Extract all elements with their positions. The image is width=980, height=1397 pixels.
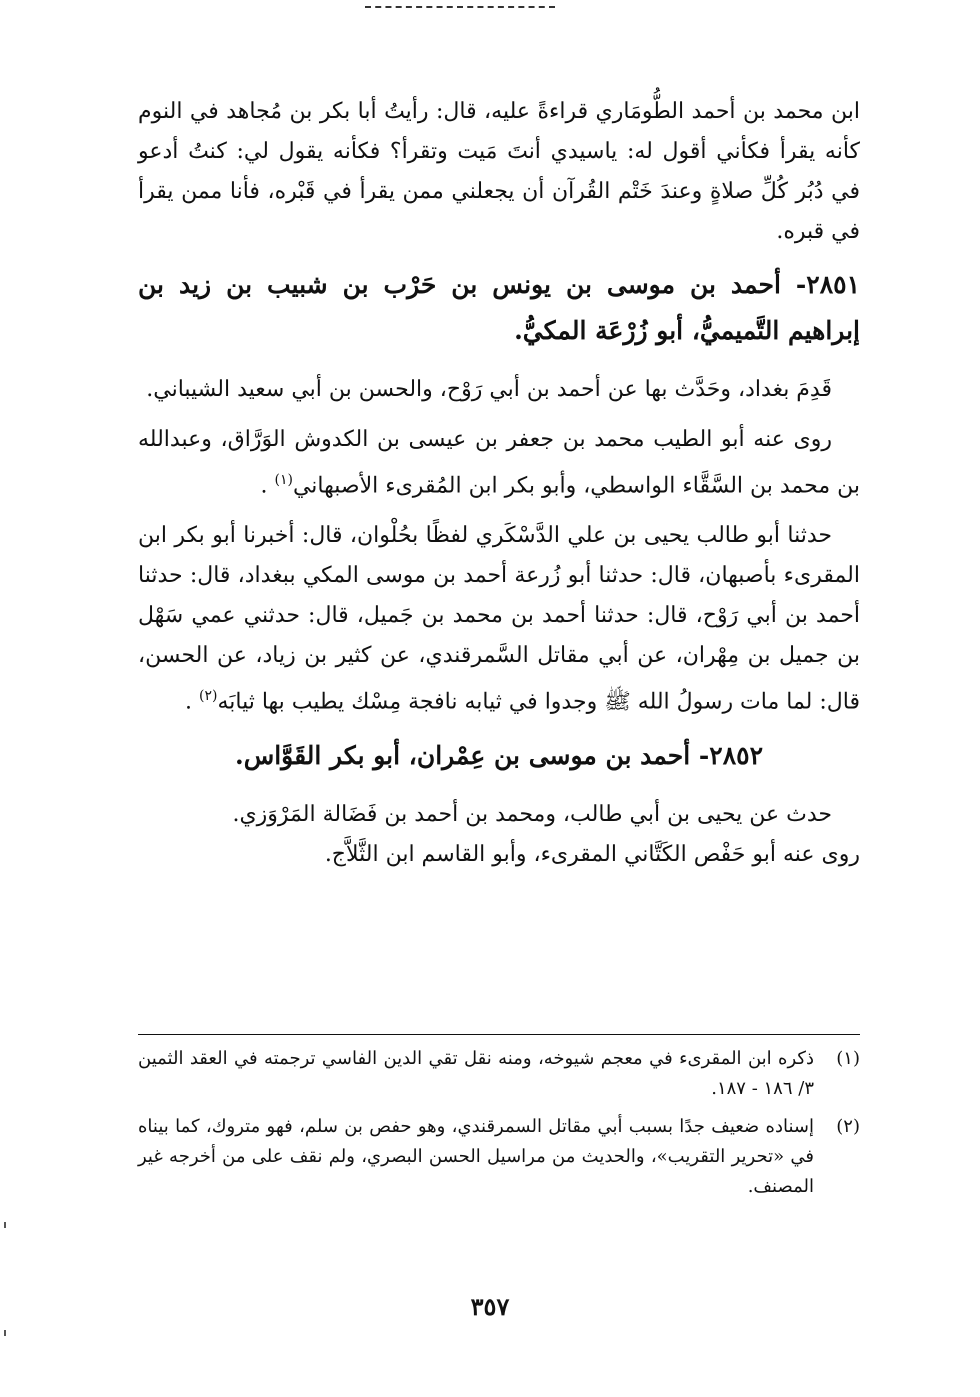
text-end: . — [260, 473, 275, 499]
footnote-ref: (٢) — [198, 688, 218, 705]
entry-title-line: أحمد بن موسى بن يونس بن حَرْب بن شبيب بن زيد بن — [138, 270, 781, 299]
footnote-mark: (١) — [836, 1048, 860, 1069]
scan-speck — [4, 1330, 6, 1336]
text-end: . — [184, 689, 199, 715]
text-line: النوم كأنه يقرأ فكأني أقول له: ياسيدي أنتَ مَيت وتقرأ؟ فكأنه يقول لي: — [138, 99, 861, 164]
paragraph-3 — [138, 420, 860, 506]
text-line: حدث عن يحيى بن أبي طالب، ومحمد بن أحمد بن فَضَالة المَرْوَزي. — [232, 801, 832, 827]
footnotes — [138, 1044, 860, 1210]
entry-number: ٢٨٥١ — [806, 270, 860, 299]
entry-heading-2851 — [138, 262, 860, 354]
text-line: كنتُ أدعو في دُبُر كُلِّ صلاةٍ وعندَ خَتْم القُرآن أن يجعلني ممن يقرأ في قَبْره، — [138, 139, 860, 204]
paragraph-4 — [138, 516, 860, 722]
footnote-separator — [138, 1034, 860, 1035]
main-text — [138, 92, 860, 875]
top-dashed-rule — [365, 6, 555, 8]
footnote-text: إسناده ضعيف جدًا بسبب أبي مقاتل السمرقندي، وهو حفص بن سلم، فهو متروك، كما بيناه في «تحرير التقريب»، والحديث من مراسيل الحسن البصري، ولم نقف على من أخرجه غير المصنف. — [138, 1116, 814, 1197]
text-line: وجدوا في ثيابه نافجة مِسْك يطيب بها ثيابَه — [217, 689, 598, 715]
entry-dash: - — [698, 740, 710, 770]
paragraph-2 — [138, 370, 860, 410]
footnote-mark: (٢) — [836, 1116, 860, 1137]
text-line: حدثنا أبو طالب يحيى بن علي الدَّسْكَري لفظًا بحُلْوان، قال: أخبرنا أبو — [212, 523, 832, 549]
text-line: قَدِمَ بغداد، وحَدَّث بها عن أحمد بن أبي رَوْح، والحسن بن أبي سعيد — [237, 377, 832, 402]
paragraph-1 — [138, 92, 860, 252]
entry-heading-2852 — [138, 733, 860, 779]
entry-dash: - — [795, 270, 807, 299]
footnote-1 — [138, 1044, 860, 1104]
page-number: ٣٥٧ — [470, 1292, 510, 1321]
text-line: ابن محمد بن أحمد الطُّومَاري قراءةً عليه، قال: رأيتُ أبا بكر بن مُجاهد في — [189, 99, 860, 124]
text-line: روى عنه أبو حَفْص الكَتَّاني المقرىء، وأبو القاسم ابن الثَّلاَّج. — [324, 841, 860, 867]
footnote-ref: (١) — [274, 472, 293, 488]
footnote-text: ذكره ابن المقرىء في معجم شيوخه، ومنه نقل تقي الدين الفاسي ترجمته في العقد الثمين ٣/ ١٨٦ - ١٨٧. — [138, 1048, 814, 1099]
text-line: روى عنه أبو الطيب محمد بن جعفر بن عيسى بن الكدوش الوَرَّاق، — [220, 427, 833, 452]
text-line: بكر ابن المقرىء بأصبهان، قال: حدثنا أبو زُرعة أحمد بن موسى المكي — [138, 523, 860, 589]
text-line: وعبدالله بن محمد بن السَّقَّاء الواسطي، وأبو بكر ابن المُقرىء الأصبهاني — [138, 427, 860, 499]
text-line: ببغداد، قال: حدثنا أحمد بن أبي رَوْح، قال: حدثنا أحمد بن محمد بن — [138, 563, 861, 629]
entry-number: ٢٨٥٢ — [709, 740, 763, 770]
scan-speck — [4, 1222, 6, 1228]
text-line: جَميل، قال: حدثني عمي سَهْل بن جميل بن مِهْران، عن أبي مقاتل — [138, 603, 860, 669]
footnote-2 — [138, 1112, 860, 1202]
text-line: السَّمرقندي، عن كثير بن زياد، عن الحسن، قال: لما مات رسولُ الله ﷺ — [138, 643, 860, 715]
entry-title-line: أحمد بن موسى بن عِمْران، أبو بكر القَوَّاس. — [234, 740, 691, 770]
text-line: الشيباني. — [146, 377, 231, 402]
text-line: فأنا ممن يقرأ في قبره. — [138, 179, 860, 244]
entry-title-line: إبراهيم التَّميميُّ، أبو زُرْعَة المكيُّ. — [514, 316, 860, 345]
paragraph-5 — [138, 795, 860, 875]
